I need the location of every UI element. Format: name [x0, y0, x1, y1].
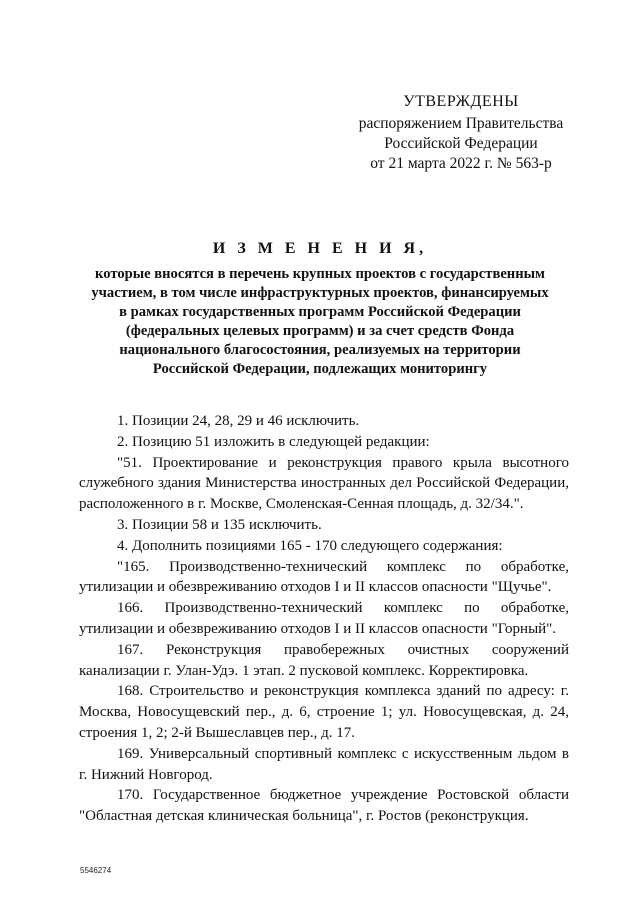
paragraph-position-167: 167. Реконструкция правобережных очистных сооружений канализации г. Улан-Удэ. 1 этап. 2 пусковой комплекс. Корректировка. — [79, 641, 569, 679]
paragraph-position-51: "51. Проектирование и реконструкция правого крыла высотного служебного здания Министерства иностранных дел Российской Федерации, расположенного в г. Москве, Смоленская-Сенная площадь, д. 32/34.". — [79, 454, 569, 513]
subtitle-line: (федеральных целевых программ) и за счет средств Фонда — [125, 323, 515, 339]
paragraph-4: 4. Дополнить позициями 165 - 170 следующего содержания: — [117, 537, 503, 554]
paragraph-1: 1. Позиции 24, 28, 29 и 46 исключить. — [117, 413, 360, 429]
subtitle-line: национального благосостояния, реализуемых на территории — [119, 342, 521, 358]
document-title: И З М Е Н Е Н И Я, — [212, 240, 428, 257]
approval-line-1: распоряжением Правительства — [358, 115, 564, 132]
paragraph-position-169: 169. Универсальный спортивный комплекс с искусственным льдом в г. Нижний Новгород. — [79, 745, 569, 783]
footer-doc-code: 5546274 — [80, 866, 112, 875]
document-body — [79, 411, 569, 827]
paragraph-position-168: 168. Строительство и реконструкция комплекса зданий по адресу: г. Москва, Новосущевский пер., д. 6, строение 1; ул. Новосущевская, д. 24, строения 1, 2; 2-й Вышеславцев пер., д. 17. — [79, 683, 569, 741]
document-subtitle — [80, 265, 560, 379]
subtitle-line: участием, в том числе инфраструктурных проектов, финансируемых — [91, 285, 549, 301]
subtitle-line: которые вносятся в перечень крупных проектов с государственным — [95, 266, 545, 282]
paragraph-position-170: 170. Государственное бюджетное учреждение Ростовской области "Областная детская клиническая больница", г. Ростов (реконструкция. — [79, 787, 569, 825]
approval-block — [350, 92, 572, 174]
approval-line-2: Российской Федерации — [384, 135, 538, 152]
paragraph-2: 2. Позицию 51 изложить в следующей редакции: — [117, 433, 430, 450]
approval-line-3: от 21 марта 2022 г. № 563-р — [370, 155, 552, 172]
approval-heading: УТВЕРЖДЕНЫ — [403, 93, 519, 110]
paragraph-3: 3. Позиции 58 и 135 исключить. — [117, 516, 322, 533]
paragraph-position-166: 166. Производственно-технический комплекс по обработке, утилизации и обезвреживанию отходов I и II классов опасности "Горный". — [79, 600, 569, 637]
subtitle-line: в рамках государственных программ Российской Федерации — [119, 304, 521, 320]
subtitle-line: Российской Федерации, подлежащих мониторингу — [152, 361, 488, 377]
paragraph-position-165: "165. Производственно-технический комплекс по обработке, утилизации и обезвреживанию отходов I и II классов опасности "Щучье". — [79, 558, 569, 596]
